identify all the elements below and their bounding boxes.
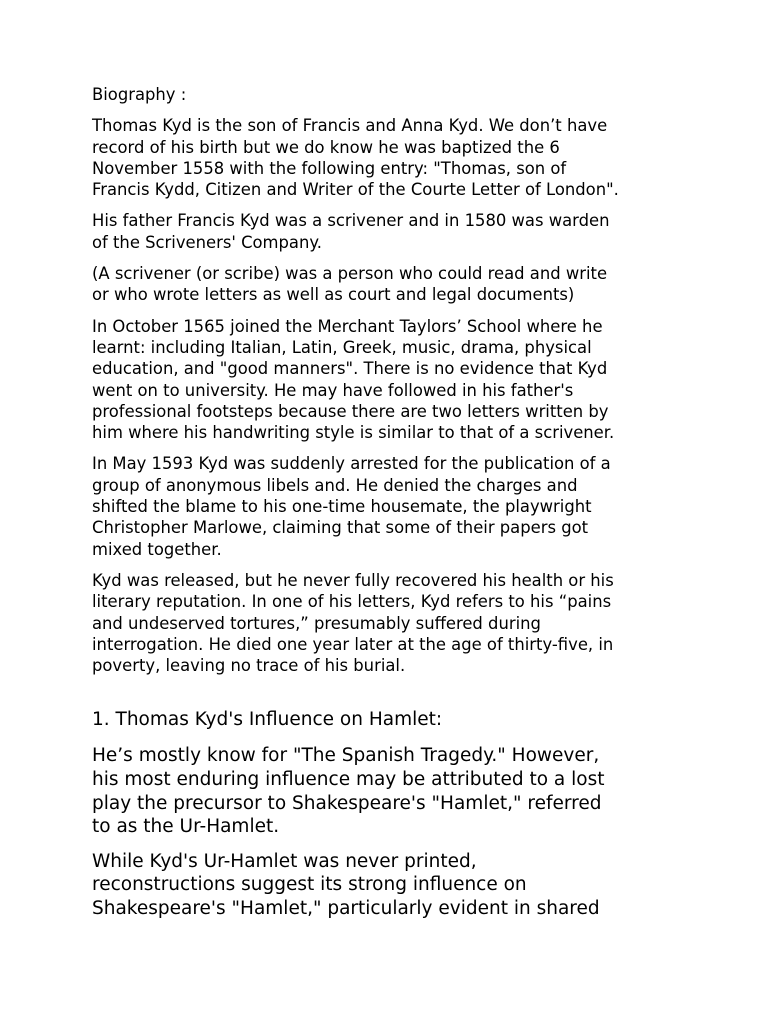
text-line: In May 1593 Kyd was suddenly arrested for the publication of a xyxy=(92,454,611,474)
text-line: or who wrote letters as well as court and legal documents) xyxy=(92,285,575,305)
paragraph-spanish-tragedy xyxy=(92,744,692,838)
text-line: poverty, leaving no trace of his burial. xyxy=(92,656,406,676)
text-line: interrogation. He died one year later at the age of thirty-five, in xyxy=(92,634,614,654)
text-line: Shakespeare's "Hamlet," particularly evident in shared xyxy=(92,897,600,919)
paragraph-parents xyxy=(92,115,692,200)
paragraph-father xyxy=(92,210,692,253)
text-line: group of anonymous libels and. He denied the charges and xyxy=(92,475,578,495)
text-line: and undeserved tortures,” presumably suffered during xyxy=(92,613,541,633)
text-line: went on to university. He may have followed in his father's xyxy=(92,380,574,400)
text-line: record of his birth but we do know he was baptized the 6 xyxy=(92,137,560,157)
text-line: shifted the blame to his one-time housemate, the playwright xyxy=(92,497,592,517)
text-line: November 1558 with the following entry: "Thomas, son of xyxy=(92,158,567,178)
text-line: reconstructions suggest its strong influence on xyxy=(92,874,527,896)
text-line: Francis Kydd, Citizen and Writer of the Courte Letter of London". xyxy=(92,180,619,200)
text-line: His father Francis Kyd was a scrivener and in 1580 was warden xyxy=(92,211,610,231)
paragraph-scrivener-definition xyxy=(92,263,692,306)
text-line: Christopher Marlowe, claiming that some of their papers got xyxy=(92,518,589,538)
text-line: of the Scriveners' Company. xyxy=(92,232,322,252)
text-line: (A scrivener (or scribe) was a person who could read and write xyxy=(92,264,608,284)
paragraph-education xyxy=(92,316,692,444)
document-page xyxy=(92,84,692,921)
text-line: While Kyd's Ur-Hamlet was never printed, xyxy=(92,850,477,872)
text-line: In October 1565 joined the Merchant Taylors’ School where he xyxy=(92,316,603,336)
section-heading: 1. Thomas Kyd's Influence on Hamlet: xyxy=(92,709,443,731)
text-line: Kyd was released, but he never fully recovered his health or his xyxy=(92,570,614,590)
text-line: his most enduring influence may be attributed to a lost xyxy=(92,769,605,791)
section-label: Biography : xyxy=(92,85,187,104)
text-line: literary reputation. In one of his letters, Kyd refers to his “pains xyxy=(92,592,612,612)
paragraph-arrest xyxy=(92,453,692,559)
paragraph-release-death xyxy=(92,570,692,676)
paragraph-ur-hamlet xyxy=(92,850,692,921)
text-line: professional footsteps because there are two letters written by xyxy=(92,401,609,421)
text-line: mixed together. xyxy=(92,539,222,559)
text-line: learnt: including Italian, Latin, Greek, music, drama, physical xyxy=(92,337,592,357)
text-line: to as the Ur-Hamlet. xyxy=(92,816,280,838)
text-line: Thomas Kyd is the son of Francis and Anna Kyd. We don’t have xyxy=(92,116,608,136)
text-line: play the precursor to Shakespeare's "Hamlet," referred xyxy=(92,792,602,814)
text-line: education, and "good manners". There is no evidence that Kyd xyxy=(92,359,608,379)
text-line: He’s mostly know for "The Spanish Tragedy." However, xyxy=(92,745,600,767)
text-line: him where his handwriting style is similar to that of a scrivener. xyxy=(92,423,615,443)
